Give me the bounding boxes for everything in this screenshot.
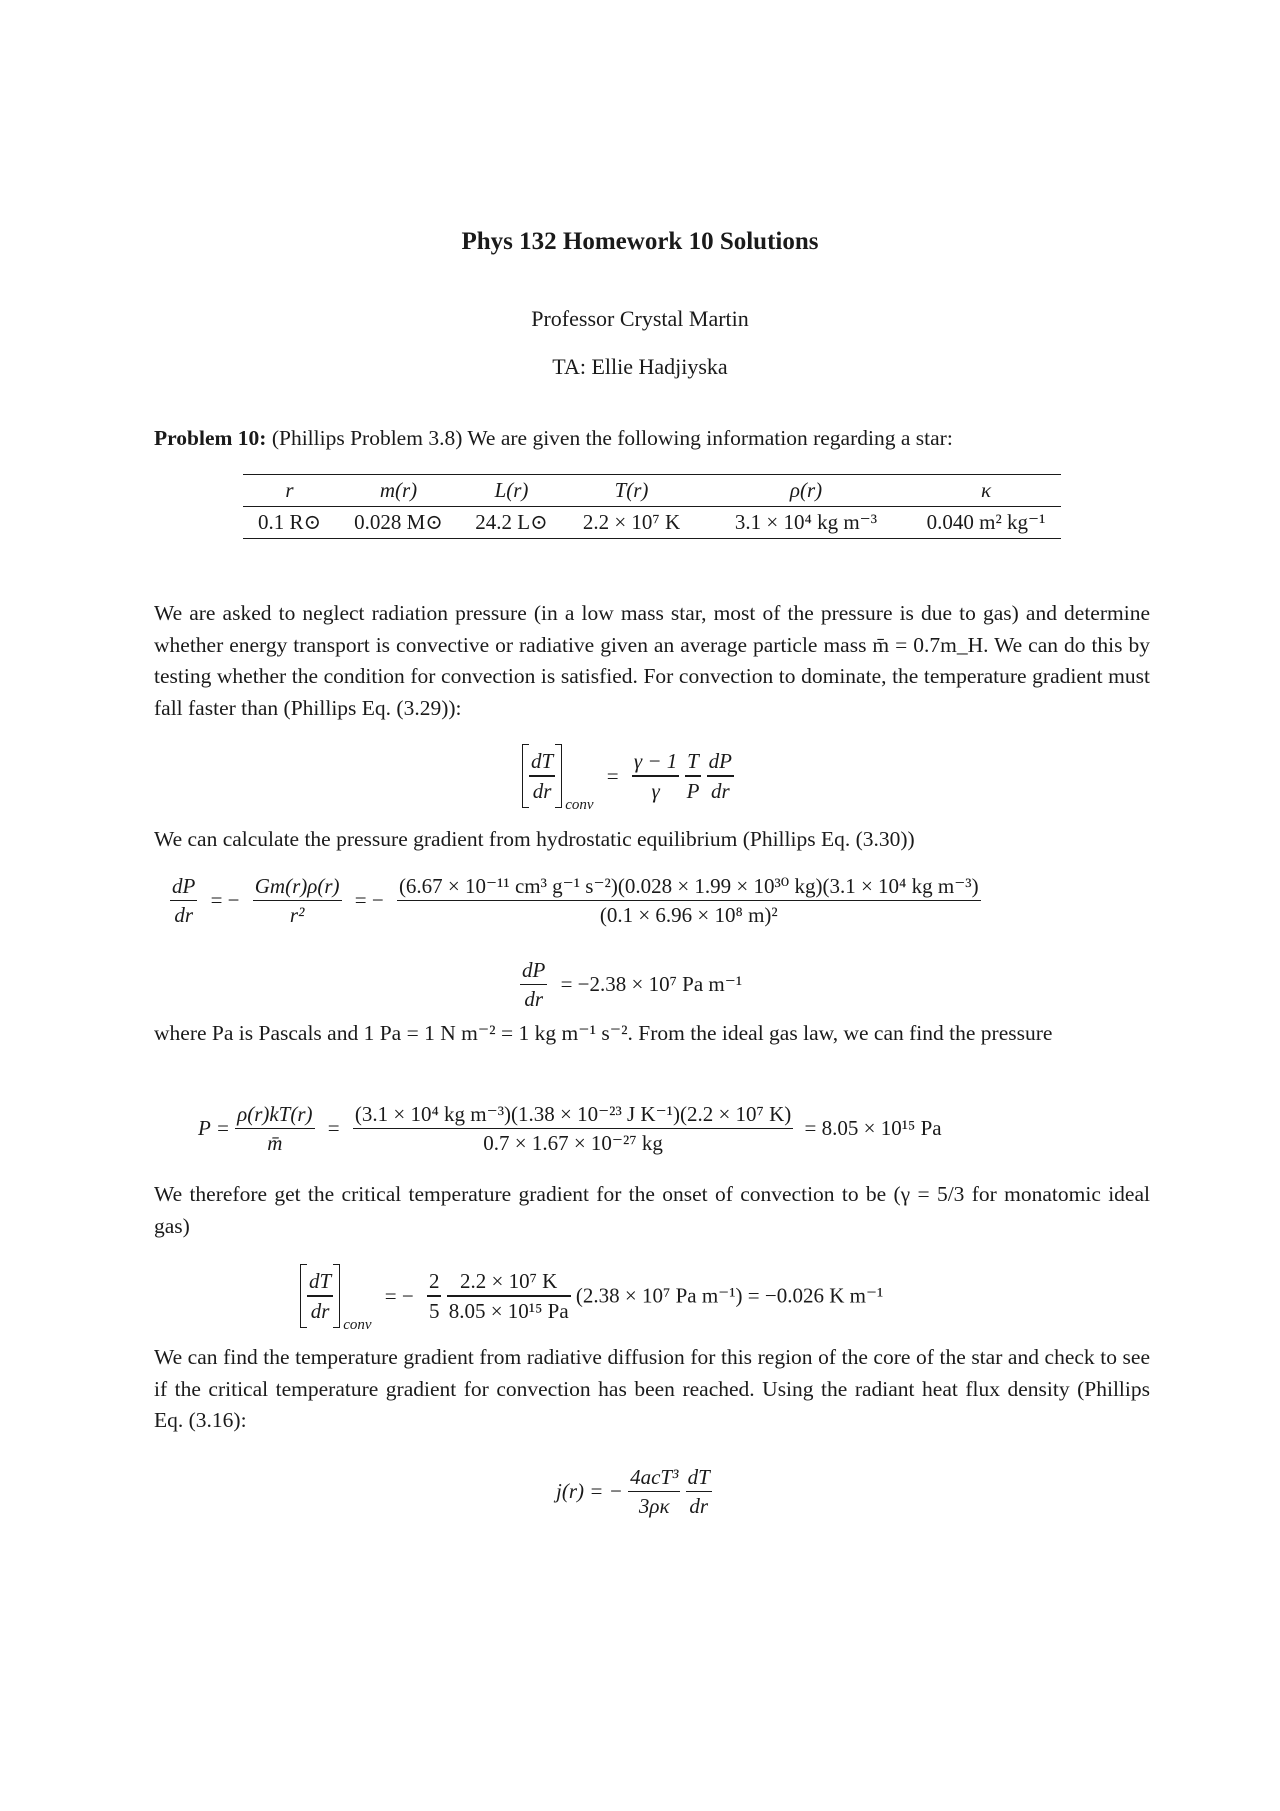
- eq-fraction-numerator: dP: [522, 958, 546, 982]
- eq-fraction-numerator: ρ(r)kT(r): [237, 1102, 313, 1126]
- page-title: Phys 132 Homework 10 Solutions: [461, 228, 819, 255]
- eq-result: = −2.38 × 10⁷ Pa m⁻¹: [560, 972, 743, 997]
- eq-fraction-denominator: dr: [524, 987, 543, 1012]
- problem-statement: [154, 423, 1150, 455]
- eq-subscript-conv: conv: [343, 1317, 372, 1333]
- table-header-cell: L(r): [494, 478, 529, 502]
- paragraph-ideal-gas: where Pa is Pascals and 1 Pa = 1 N m⁻² = 1 kg m⁻¹ s⁻². From the ideal gas law, we can find the pressure: [154, 1021, 1053, 1045]
- table-cell: 0.028 M⊙: [354, 510, 443, 534]
- table-cell: 3.1 × 10⁴ kg m⁻³: [734, 510, 878, 534]
- eq-fraction-numerator: T: [687, 749, 699, 774]
- paragraph-hydrostatic: We can calculate the pressure gradient from hydrostatic equilibrium (Phillips Eq. (3.30)): [154, 827, 915, 851]
- equation-convective-gradient: $\frac{dT}{dr}$ conv = $\frac{\gamma - 1}{\gamma}$ $\frac{T}{P}$ $\frac{dP}{dr}$: [522, 744, 734, 808]
- eq-fraction-numerator: γ − 1: [633, 749, 678, 774]
- eq-result: = 8.05 × 10¹⁵ Pa: [804, 1116, 942, 1141]
- eq-fraction-denominator: 3ρκ: [638, 1494, 670, 1519]
- eq-fraction-denominator: dr: [689, 1494, 709, 1519]
- eq-fraction-denominator: dr: [532, 778, 552, 803]
- table-cell: 0.1 R⊙: [257, 510, 322, 534]
- equation-critical-gradient: $\frac{dT}{dr}$ conv = − $\frac{2}{5}$ $\frac{\text{2.2 × 10⁷ K}}{\text{8.05 × 10¹⁵ Pa}}$ (2.38 × 10⁷ Pa m⁻¹) = −0.026 K m⁻¹: [300, 1264, 883, 1328]
- equation-pressure-gradient-result: [520, 958, 742, 1011]
- eq-fraction-numerator: 4acT³: [630, 1465, 679, 1489]
- eq-fraction-numerator: (3.1 × 10⁴ kg m⁻³)(1.38 × 10⁻²³ J K⁻¹)(2.2 × 10⁷ K): [354, 1102, 792, 1126]
- equation-hydrostatic: $\frac{dP}{dr}$ = − $\frac{Gm(r)\rho(r)}{\text{r²}}$ = − (6.67 × 10⁻¹¹ cm³ g⁻¹ s⁻²)(0.028 × 1.99 × 10³⁰ kg)(3.1 × 10⁴ kg m⁻³) (0.1 × 6.96 × 10⁸ m)²: [172, 874, 979, 928]
- eq-fraction-numerator: dP: [708, 749, 732, 774]
- paragraph-radiative-diffusion: We can find the temperature gradient from radiative diffusion for this region of the core of the star and check to see if the critical temperature gradient for convection has been reached. Using the radiant heat flux density (Phillips Eq. (3.16):: [154, 1345, 1150, 1432]
- table-cell: 0.040 m² kg⁻¹: [926, 510, 1046, 534]
- eq-fraction-numerator: 2.2 × 10⁷ K: [460, 1269, 558, 1294]
- table-bottom-rule: [243, 538, 1061, 539]
- table-header-row: [243, 475, 1061, 506]
- table-header-cell: T(r): [614, 478, 649, 502]
- ta-line: TA: Ellie Hadjiyska: [552, 354, 728, 379]
- eq-fraction-numerator: dT: [687, 1465, 710, 1489]
- equation-radiant-heat-flux: [556, 1465, 712, 1518]
- eq-lhs: j(r) = −: [556, 1479, 623, 1504]
- eq-fraction-denominator: γ: [651, 778, 660, 803]
- eq-lhs: P =: [198, 1116, 230, 1141]
- eq-fraction-numerator: 2: [428, 1269, 440, 1294]
- eq-fraction-denominator: P: [686, 778, 700, 803]
- eq-fraction-numerator: dT: [531, 749, 554, 774]
- table-header-cell: r: [285, 478, 294, 502]
- table-header-cell: κ: [980, 478, 992, 502]
- eq-fraction-numerator: dT: [309, 1269, 332, 1294]
- professor-line: Professor Crystal Martin: [531, 306, 749, 331]
- table-header-cell: m(r): [379, 478, 418, 502]
- problem-intro: (Phillips Problem 3.8) We are given the following information regarding a star:: [271, 426, 953, 450]
- eq-fraction-denominator: 8.05 × 10¹⁵ Pa: [448, 1298, 569, 1323]
- paragraph-convection-intro: We are asked to neglect radiation pressure (in a low mass star, most of the pressure is due to gas) and determine whether energy transport is convective or radiative given an average particle mass m̄ = 0.7m_H. We can do this by testing whether the condition for convection is satisfied. For convection to dominate, the temperature gradient must fall faster than (Phillips Eq. (3.29)):: [154, 601, 1150, 720]
- eq-fraction-denominator: (0.1 × 6.96 × 10⁸ m)²: [599, 903, 778, 928]
- eq-fraction-denominator: 0.7 × 1.67 × 10⁻²⁷ kg: [483, 1131, 663, 1156]
- star-data-table: [243, 474, 1061, 539]
- eq-subscript-conv: conv: [565, 797, 594, 813]
- table-header-cell: ρ(r): [789, 478, 823, 502]
- table-row: [243, 507, 1061, 538]
- problem-label: Problem 10:: [154, 426, 267, 450]
- eq-fraction-denominator: 5: [428, 1298, 440, 1323]
- eq-fraction-denominator: dr: [310, 1298, 330, 1323]
- paragraph-critical-gradient: We therefore get the critical temperature gradient for the onset of convection to be (γ = 5/3 for monatomic ideal gas): [154, 1182, 1150, 1238]
- table-cell: 2.2 × 10⁷ K: [582, 510, 681, 534]
- eq-fraction-denominator: r²: [289, 903, 305, 928]
- eq-fraction-numerator: Gm(r)ρ(r): [254, 874, 340, 898]
- eq-fraction-numerator: dP: [172, 874, 196, 898]
- equation-ideal-gas-pressure: P = $\frac{\rho(r)kT(r)}{m̄}$ = $\frac{\text{(3.1 × 10⁴ kg m⁻³)(1.38 × 10⁻²³ J K⁻¹)(2.2 × 10⁷ K)}}{\text{0.7 × 1.67 × 10⁻²⁷ kg}}$ = 8.05 × 10¹⁵ Pa: [198, 1102, 942, 1156]
- eq-fraction-denominator: m̄: [267, 1131, 283, 1156]
- table-cell: 24.2 L⊙: [475, 510, 548, 534]
- eq-fraction-numerator: (6.67 × 10⁻¹¹ cm³ g⁻¹ s⁻²)(0.028 × 1.99 × 10³⁰ kg)(3.1 × 10⁴ kg m⁻³): [398, 874, 979, 898]
- eq-fraction-denominator: dr: [174, 903, 193, 928]
- eq-result: (2.38 × 10⁷ Pa m⁻¹) = −0.026 K m⁻¹: [575, 1283, 884, 1308]
- eq-fraction-denominator: dr: [710, 778, 730, 803]
